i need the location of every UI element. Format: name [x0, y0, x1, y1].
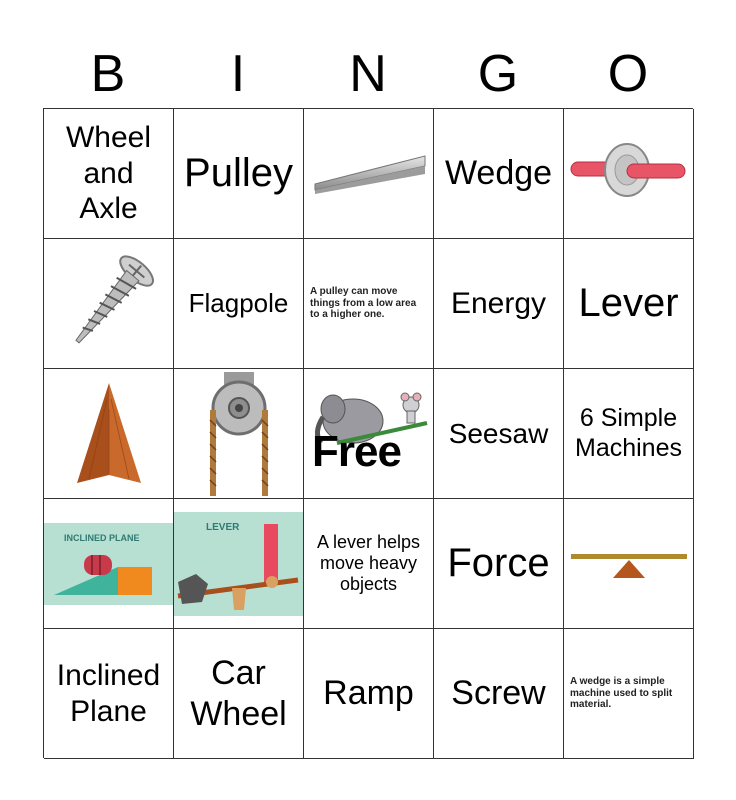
cell-text: 6 Simple Machines: [575, 404, 682, 462]
cell-force[interactable]: [434, 499, 564, 629]
cell-screw[interactable]: [434, 629, 564, 759]
header-letter-g: G: [477, 45, 519, 103]
cell-wedge[interactable]: [434, 109, 564, 239]
cell-pulley-image[interactable]: [174, 369, 304, 499]
cell-text: Wedge: [444, 154, 553, 193]
cell-lever-fact[interactable]: [304, 499, 434, 629]
cell-text: Lever: [578, 280, 679, 325]
cell-text: A lever helps move heavy objects: [316, 531, 421, 595]
diagram-label: LEVER: [206, 521, 240, 533]
cell-pulley[interactable]: [174, 109, 304, 239]
lever-diagram-icon: [174, 512, 303, 616]
cell-car-wheel[interactable]: [174, 629, 304, 759]
cell-seesaw-image[interactable]: [564, 499, 694, 629]
wood-wedge-icon: [69, 379, 149, 489]
screw-icon: [54, 249, 164, 359]
cell-lever[interactable]: [564, 239, 694, 369]
header-letter-i: I: [230, 45, 246, 103]
cell-text: A wedge is a simple machine used to split material.: [570, 675, 673, 711]
diagram-label: INCLINED PLANE: [64, 532, 140, 543]
cell-text: A pulley can move things from a low area to a higher one.: [310, 285, 417, 321]
bingo-grid: [43, 108, 693, 758]
cell-wedge-image[interactable]: [304, 109, 434, 239]
cell-inclined-plane-image[interactable]: [44, 499, 174, 629]
cell-energy[interactable]: [434, 239, 564, 369]
cell-lever-image[interactable]: [174, 499, 304, 629]
cell-screw-image[interactable]: [44, 239, 174, 369]
cell-text: Seesaw: [448, 417, 549, 449]
header-letter-o: O: [607, 45, 649, 103]
inclined-plane-diagram-icon: [44, 523, 173, 605]
cell-text: Energy: [450, 286, 547, 320]
bingo-header: [43, 40, 693, 108]
cell-pulley-fact[interactable]: [304, 239, 434, 369]
cell-text: Screw: [451, 674, 546, 713]
cell-text: Pulley: [184, 150, 293, 195]
cell-wood-wedge-image[interactable]: [44, 369, 174, 499]
cell-inclined-plane[interactable]: [44, 629, 174, 759]
cell-text: Wheel and Axle: [65, 121, 152, 226]
header-letter-n: N: [349, 45, 387, 103]
cell-wheel-axle-image[interactable]: [564, 109, 694, 239]
cell-text: Force: [447, 540, 550, 585]
seesaw-lever-icon: [567, 534, 691, 594]
wheel-and-axle-icon: [567, 134, 691, 214]
cell-wedge-fact[interactable]: [564, 629, 694, 759]
header-letter-b: B: [90, 45, 126, 103]
free-label: Free: [312, 427, 401, 476]
cell-wheel-and-axle[interactable]: [44, 109, 174, 239]
cell-free-space[interactable]: [304, 369, 434, 499]
cell-seesaw[interactable]: [434, 369, 564, 499]
cell-text: Inclined Plane: [56, 659, 161, 728]
cell-text: Car Wheel: [190, 654, 287, 733]
cell-six-simple-machines[interactable]: [564, 369, 694, 499]
cell-text: Flagpole: [188, 288, 289, 319]
wedge-ramp-icon: [309, 144, 429, 204]
pulley-rope-icon: [184, 370, 294, 498]
cell-text: Ramp: [323, 674, 414, 713]
cell-flagpole[interactable]: [174, 239, 304, 369]
cell-ramp[interactable]: [304, 629, 434, 759]
